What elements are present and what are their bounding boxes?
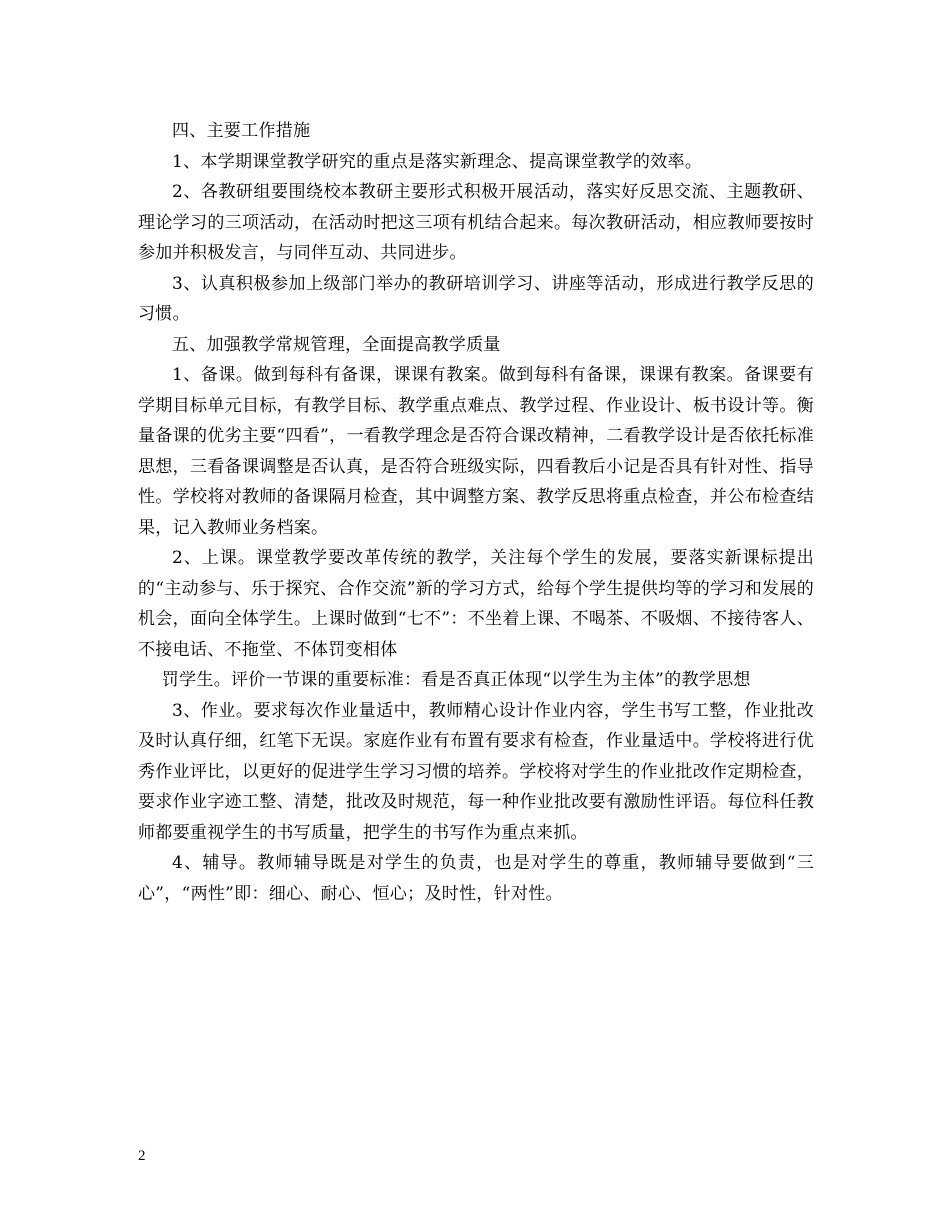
paragraph-teaching-continued: 罚学生。评价一节课的重要标准：看是否真正体现“以学生为主体”的教学思想 xyxy=(161,670,751,690)
section-heading-measures: 四、主要工作措施 xyxy=(172,121,311,141)
page-number: 2 xyxy=(138,1148,146,1164)
paragraph-measure-3: 3、认真积极参加上级部门举办的教研培训学习、讲座等活动，形成进行教学反思的习惯。 xyxy=(138,273,814,324)
page-body xyxy=(138,116,814,909)
paragraph-homework: 3、作业。要求每次作业量适中，教师精心设计作业内容，学生书写工整，作业批改及时认真仔细，红笔下无误。家庭作业有布置有要求有检查，作业量适中。学校将进行优秀作业评比，以更好的促进学生学习习惯的培养。学校将对学生的作业批改作定期检查，要求作业字迹工整、清楚，批改及时规范，每一种作业批改要有激励性评语。每位科任教师都要重视学生的书写质量，把学生的书写作为重点来抓。 xyxy=(138,700,814,843)
paragraph-lesson-prep: 1、备课。做到每科有备课，课课有教案。做到每科有备课，课课有教案。备课要有学期目标单元目标，有教学目标、教学重点难点、教学过程、作业设计、板书设计等。衡量备课的优劣主要“四看”，一看教学理念是否符合课改精神，二看教学设计是否依托标准思想，三看备课调整是否认真，是否符合班级实际，四看教后小记是否具有针对性、指导性。学校将对教师的备课隔月检查，其中调整方案、教学反思将重点检查，并公布检查结果，记入教师业务档案。 xyxy=(138,365,814,538)
paragraph-measure-1: 1、本学期课堂教学研究的重点是落实新理念、提高课堂教学的效率。 xyxy=(172,151,703,172)
paragraph-measure-2: 2、各教研组要围绕校本教研主要形式积极开展活动，落实好反思交流、主题教研、理论学习的三项活动，在活动时把这三项有机结合起来。每次教研活动，相应教师要按时参加并积极发言，与同伴互动、共同进步。 xyxy=(138,182,814,263)
paragraph-tutoring: 4、辅导。教师辅导既是对学生的负责，也是对学生的尊重，教师辅导要做到“三心”，“两性”即：细心、耐心、恒心；及时性，针对性。 xyxy=(138,853,814,904)
paragraph-teaching: 2、上课。课堂教学要改革传统的教学，关注每个学生的发展，要落实新课标提出的“主动参与、乐于探究、合作交流”新的学习方式，给每个学生提供均等的学习和发展的机会，面向全体学生。上课时做到“七不”：不坐着上课、不喝茶、不吸烟、不接待客人、不接电话、不拖堂、不体罚变相体 xyxy=(138,548,814,660)
section-heading-routine-management: 五、加强教学常规管理，全面提高教学质量 xyxy=(172,334,501,355)
